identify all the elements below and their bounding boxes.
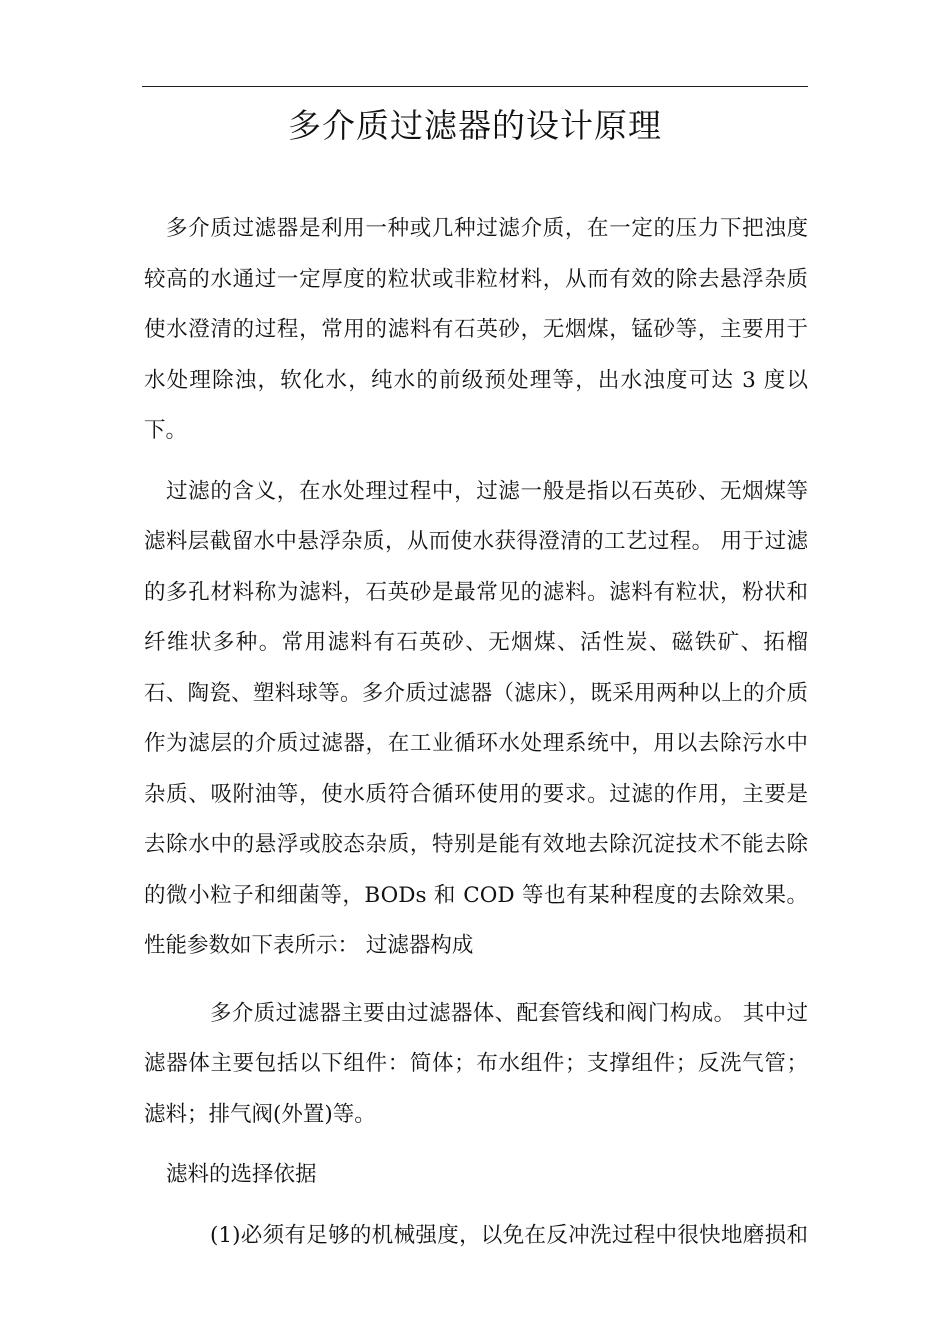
header-rule <box>142 86 808 87</box>
paragraph-filtration-meaning: 过滤的含义，在水处理过程中，过滤一般是指以石英砂、无烟煤等滤料层截留水中悬浮杂质，从而使水获得澄清的工艺过程。 用于过滤的多孔材料称为滤料，石英砂是最常见的滤料。滤料有粒状，粉状和纤维状多种。常用滤料有石英砂、无烟煤、活性炭、磁铁矿、拓榴石、陶瓷、塑料球等。多介质过滤器（滤床），既采用两种以上的介质作为滤层的介质过滤器，在工业循环水处理系统中，用以去除污水中杂质、吸附油等，使水质符合循环使用的要求。过滤的作用，主要是去除水中的悬浮或胶态杂质，特别是能有效地去除沉淀技术不能去除的微小粒子和细菌等，BODs 和 COD 等也有某种程度的去除效果。性能参数如下表所示： 过滤器构成 <box>144 478 808 958</box>
paragraph-filter-composition: 多介质过滤器主要由过滤器体、配套管线和阀门构成。 其中过滤器体主要包括以下组件：简体；布水组件；支撑组件；反洗气管；滤料；排气阀(外置)等。 <box>144 1000 808 1127</box>
section-heading-media-selection: 滤料的选择依据 <box>166 1162 317 1187</box>
list-item-criterion-1: (1)必须有足够的机械强度，以免在反冲洗过程中很快地磨损和 <box>210 1222 808 1248</box>
paragraph-intro: 多介质过滤器是利用一种或几种过滤介质，在一定的压力下把浊度较高的水通过一定厚度的粒状或非粒材料，从而有效的除去悬浮杂质使水澄清的过程，常用的滤料有石英砂，无烟煤，锰砂等，主要用于水处理除浊，软化水，纯水的前级预处理等，出水浊度可达 3 度以下。 <box>144 216 808 443</box>
document-body <box>144 204 808 1261</box>
document-title: 多介质过滤器的设计原理 <box>288 106 662 145</box>
